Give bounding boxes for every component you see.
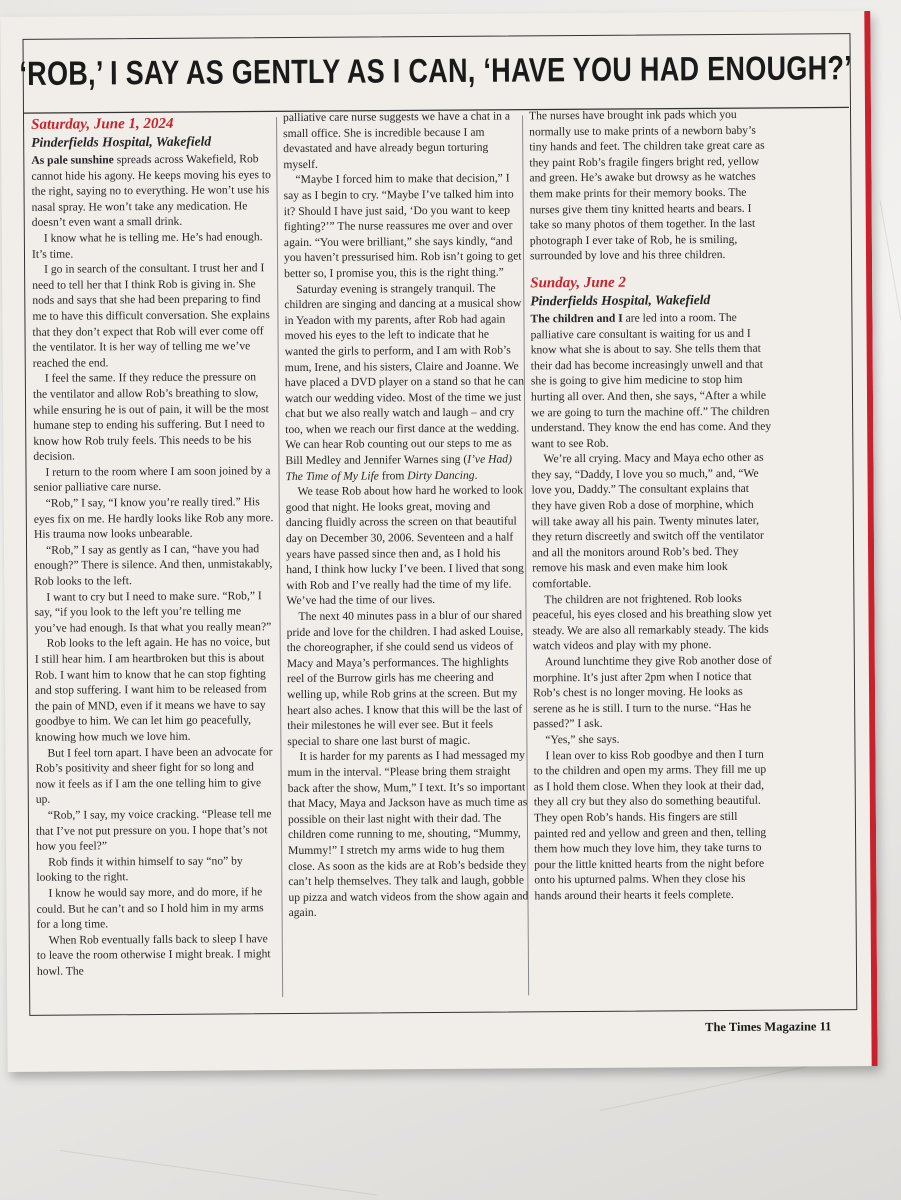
paragraph: I lean over to kiss Rob goodbye and then I turn to the children and open my arms. They fill me up as I hold them close. When they look at their dad, they all cry but they also do something beautiful. They open Rob’s hands. His fingers are still painted red and yellow and green and then, telling them how much they love him, they take turns to pour the little knitted hearts from the night before onto his upturned palms. When they close his hands around their hearts it feels complete.: [533, 747, 767, 903]
paragraph: I go in search of the consultant. I trust her and I need to tell her that I think Rob is giving in. She nods and says that she had been preparing to find me to have this difficult conversation. She explains that they don’t expect that Rob will ever come off the ventilator. It is her way of telling me we’ve reached the end.: [32, 261, 270, 370]
paragraph: [530, 310, 771, 452]
paragraph-text: .: [474, 468, 478, 482]
column-1: [31, 110, 277, 1002]
lead-in: As pale sunshine: [31, 153, 114, 167]
paragraph: When Rob eventually falls back to sleep I have to leave the room otherwise I might break. I might howl. The: [36, 931, 271, 978]
paragraph: Rob looks to the left again. He has no voice, but I still hear him. I am heartbroken but this is about Rob. I want him to know that he can stop fighting and stop suffering. I want him to be released from the pain of MND, even if it means we have to say goodbye to him. We can let him go peacefully, knowing how much we love him.: [34, 635, 271, 744]
paragraph: [31, 151, 272, 231]
paragraph: I return to the room where I am soon joined by a senior palliative care nurse.: [33, 464, 271, 495]
magazine-name: The Times Magazine: [705, 1019, 817, 1035]
folio: [705, 1019, 831, 1035]
paragraph: I know he would say more, and do more, if he could. But he can’t and so I hold him in my arms for a long time.: [36, 885, 264, 931]
page-number: 11: [819, 1019, 832, 1034]
marble-vein: [880, 200, 901, 397]
paragraph-text: spreads across Wakefield, Rob cannot hide his agony. He keeps moving his eyes to the right, saying no to everything. He won’t use his nasal spray. He won’t take any medication. He doesn’t even want a small drink.: [31, 152, 271, 230]
paragraph: I know what he is telling me. He’s had enough. It’s time.: [31, 230, 263, 261]
lead-in: The children and I: [530, 311, 623, 326]
paragraph: “Rob,” I say as gently as I can, “have you had enough?” There is silence. And then, unmistakably, Rob looks to the left.: [34, 542, 273, 588]
paragraph: But I feel torn apart. I have been an advocate for Rob’s positivity and sheer fight for so long and now it feels as if I am the one telling him to give up.: [35, 744, 273, 807]
paragraph: I want to cry but I need to make sure. “Rob,” I say, “if you look to the left you’re telling me you’ve had enough. Is that what you really mean?”: [34, 588, 272, 635]
paragraph: The next 40 minutes pass in a blur of our shared pride and love for the children. I had asked Louise, the choreographer, if she could send us videos of Macy and Maya’s performances. The highlights reel of the Burrow girls has me cheering and welling up, while Rob grins at the screen. But my heart also aches. I know that this will be the last of their milestones he will ever see. But it feels special to share one last burst of magic.: [286, 608, 524, 748]
paragraph: “Yes,” she says.: [545, 732, 620, 747]
paragraph: “Maybe I forced him to make that decision,” I say as I begin to cry. “Maybe I’ve talked him into it? Should I have just said, ‘Do you want to keep fighting?’” The nurse reassures me over and over again. “You were brilliant,” she says kindly, “and you haven’t pressurised him. Rob isn’t going to get better so, I promise you, this is the right thing.”: [283, 171, 522, 281]
paragraph: palliative care nurse suggests we have a chat in a small office. She is incredible because I am devastated and have already begun torturing myself.: [282, 109, 511, 171]
song-title: I’ve Had) The Time of My Life: [285, 452, 512, 483]
magazine-page: [0, 11, 877, 1072]
paragraph: It is harder for my parents as I had messaged my mum in the interval. “Please bring them straight back after the show, Mum,” I text. It’s so important that Macy, Maya and Jackson have as much time as possible on their last night with their dad. The children come running to me, shouting, “Mummy, Mummy!” I stretch my arms wide to hug them close. As soon as the kids are at Rob’s bedside they can’t help themselves. They talk and laugh, gobble up pizza and watch videos from the show again and again.: [287, 748, 529, 920]
section-date: Sunday, June 2: [530, 274, 626, 292]
paragraph: The children are not frightened. Rob looks peaceful, his eyes closed and his breathing slow yet steady. We are also all remarkably steady. The kids watch videos and play with my phone.: [532, 591, 772, 653]
paragraph-text: Saturday evening is strangely tranquil. The children are singing and dancing at a musical show in Yeadon with my parents, after Rob had again moved his eyes to the left to indicate that he wanted the girls to perform, and I am with Rob’s mum, Irene, and his sisters, Claire and Joanne. We have placed a DVD player on a stand so that he can watch our wedding video. Most of the time we just chat but we also really watch and laugh – and cry too, when we reach our first dance at the wedding. We can hear Rob counting out our steps to me as Bill Medley and Jennifer Warnes sing (: [284, 281, 525, 468]
column-3: [529, 107, 775, 999]
section-date: Saturday, June 1, 2024: [31, 115, 174, 133]
paragraph-text: from: [378, 468, 408, 483]
paragraph: We’re all crying. Macy and Maya echo other as they say, “Daddy, I love you so much,” and, “We love you, Daddy.” The consultant explains that they have given Rob a dose of morphine, which will take away all his pain. Twenty minutes later, they return discreetly and switch off the ventilator and all the monitors around Rob’s bed. They remove his mask and even make him look comfortable.: [531, 451, 764, 591]
paragraph: “Rob,” I say, “I know you’re really tired.” His eyes fix on me. He hardly looks like Rob any more. His trauma now looks unbearable.: [33, 495, 274, 542]
paragraph: We tease Rob about how hard he worked to look good that night. He looks great, moving and dancing fluidly across the screen on that beautiful day on December 30, 2006. Seventeen and a half years have passed since then and, as I hold his hand, I think how lucky I’ve been. I lived that song with Rob and I’ve really had the time of my life. We’ve had the time of our lives.: [285, 483, 524, 608]
paragraph: I feel the same. If they reduce the pressure on the ventilator and allow Rob’s breathing to slow, while ensuring he is out of pain, it will be the most humane step to ending his suffering. But I need to know how Rob truly feels. This needs to be his decision.: [32, 370, 269, 464]
section-place: Pinderfields Hospital, Wakefield: [31, 133, 212, 150]
section-place: Pinderfields Hospital, Wakefield: [530, 292, 711, 309]
paragraph: “Rob,” I say, my voice cracking. “Please tell me that I’ve not put pressure on you. I hope that’s not how you feel?”: [35, 807, 272, 853]
paragraph: The nurses have brought ink pads which you normally use to make prints of a newborn baby’s tiny hands and feet. The children take great care as they paint Rob’s fragile fingers bright red, yellow and green. He’s awake but drowsy as he watches them make prints for their memory books. The nurses give them tiny knitted hearts and bears. I take so many photos of them together. In the last photograph I ever take of Rob, he is smiling, surrounded by love and his three children.: [528, 107, 765, 263]
column-2: [283, 108, 529, 1000]
paragraph-text: are led into a room. The palliative care consultant is waiting for us and I know what she is about to say. She tells them that their dad has become increasingly unwell and that she is going to give him medicine to stop him hurting all over. And then, she says, “After a while we are going to turn the machine off.” The children understand. They know the end has come. And they want to see Rob.: [530, 310, 772, 451]
headline: ‘ROB,’ I SAY AS GENTLY AS I CAN, ‘HAVE YOU HAD ENOUGH?’: [22, 29, 849, 114]
paragraph: [284, 280, 525, 484]
film-title: Dirty Dancing: [407, 468, 475, 482]
marble-vein: [60, 1150, 377, 1196]
paragraph: Around lunchtime they give Rob another dose of morphine. It’s just after 2pm when I notice that Rob’s chest is no longer moving. He looks as serene as he is still. I turn to the nurse. “Has he passed?” I ask.: [532, 653, 772, 731]
red-page-edge: [864, 11, 877, 1066]
paragraph: Rob finds it within himself to say “no” by looking to the right.: [36, 854, 243, 885]
